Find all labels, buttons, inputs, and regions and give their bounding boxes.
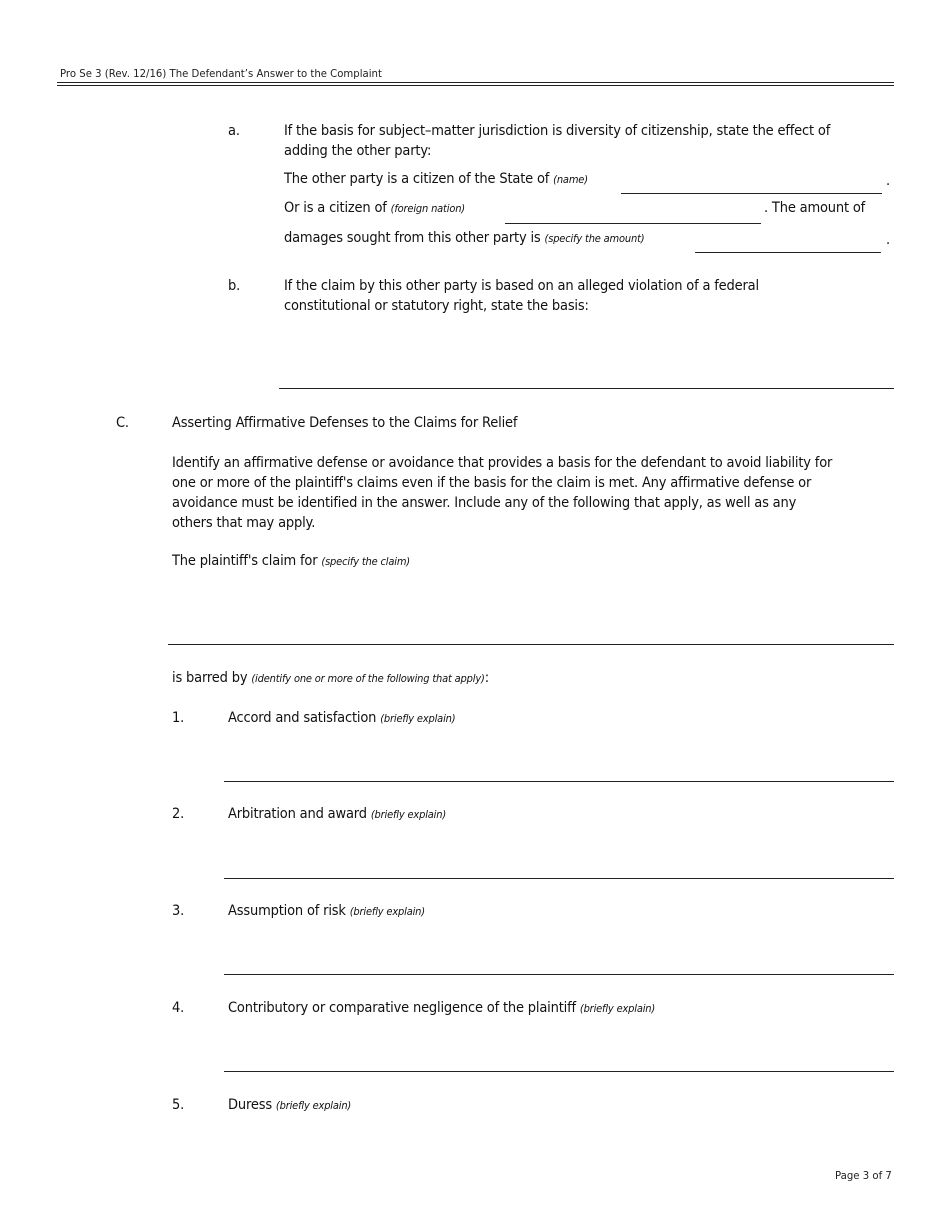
para-line-1: Identify an affirmative defense or avoidance that provides a basis for the defendant to avoid liability for bbox=[172, 455, 833, 471]
defense-1-field[interactable] bbox=[224, 781, 894, 782]
basis-field[interactable] bbox=[279, 388, 894, 389]
barred-prefix: is barred by bbox=[172, 670, 248, 686]
defense-1-label: Accord and satisfaction bbox=[228, 710, 377, 726]
item-b-marker: b. bbox=[228, 278, 241, 294]
header-rule bbox=[57, 82, 894, 83]
item-b-line1: If the claim by this other party is based on an alleged violation of a federal bbox=[284, 278, 759, 294]
damages-period: . bbox=[886, 232, 890, 248]
item-a-line2: adding the other party: bbox=[284, 143, 432, 159]
header-rule-double bbox=[57, 85, 894, 86]
defense-4-field[interactable] bbox=[224, 1071, 894, 1072]
defense-2-hint: (briefly explain) bbox=[370, 808, 446, 821]
claim-row bbox=[172, 551, 410, 572]
defense-5-row bbox=[228, 1095, 351, 1116]
state-prefix: The other party is a citizen of the State of bbox=[284, 171, 550, 187]
claim-prefix: The plaintiff's claim for bbox=[172, 553, 318, 569]
barred-row bbox=[172, 668, 489, 689]
foreign-hint: (foreign nation) bbox=[390, 202, 465, 215]
state-row bbox=[284, 169, 588, 190]
item-a-marker: a. bbox=[228, 123, 240, 139]
defense-3-num: 3. bbox=[172, 903, 185, 919]
barred-hint: (identify one or more of the following that apply) bbox=[251, 672, 485, 685]
page-number: Page 3 of 7 bbox=[835, 1169, 892, 1182]
state-period: . bbox=[886, 173, 890, 189]
claim-hint: (specify the claim) bbox=[321, 555, 410, 568]
defense-4-hint: (briefly explain) bbox=[579, 1002, 656, 1015]
defense-1-row bbox=[228, 708, 455, 729]
section-c-marker: C. bbox=[116, 415, 129, 431]
section-c-title: Asserting Affirmative Defenses to the Claims for Relief bbox=[172, 415, 518, 431]
defense-5-hint: (briefly explain) bbox=[275, 1099, 352, 1112]
state-name-field[interactable] bbox=[621, 193, 882, 194]
defense-3-row bbox=[228, 901, 425, 922]
foreign-row bbox=[284, 198, 465, 219]
defense-4-label: Contributory or comparative negligence of the plaintiff bbox=[228, 1000, 576, 1016]
para-line-4: others that may apply. bbox=[172, 515, 316, 531]
amount-suffix: . The amount of bbox=[764, 200, 866, 216]
form-header: Pro Se 3 (Rev. 12/16) The Defendant’s Answer to the Complaint bbox=[60, 67, 382, 80]
foreign-nation-field[interactable] bbox=[505, 223, 761, 224]
defense-1-num: 1. bbox=[172, 710, 185, 726]
defense-5-num: 5. bbox=[172, 1097, 185, 1113]
defense-2-label: Arbitration and award bbox=[228, 806, 367, 822]
defense-4-num: 4. bbox=[172, 1000, 185, 1016]
defense-3-label: Assumption of risk bbox=[228, 903, 346, 919]
defense-1-hint: (briefly explain) bbox=[380, 712, 456, 725]
defense-3-hint: (briefly explain) bbox=[349, 905, 425, 918]
defense-2-row bbox=[228, 804, 446, 825]
para-line-3: avoidance must be identified in the answer. Include any of the following that apply, as well as any bbox=[172, 495, 797, 511]
damages-prefix: damages sought from this other party is bbox=[284, 230, 541, 246]
item-b-line2: constitutional or statutory right, state the basis: bbox=[284, 298, 589, 314]
barred-colon: : bbox=[484, 670, 489, 686]
defense-3-field[interactable] bbox=[224, 974, 894, 975]
foreign-prefix: Or is a citizen of bbox=[284, 200, 387, 216]
damages-row bbox=[284, 228, 644, 249]
item-a-line1: If the basis for subject–matter jurisdiction is diversity of citizenship, state the effect of bbox=[284, 123, 831, 139]
defense-2-field[interactable] bbox=[224, 878, 894, 879]
defense-4-row bbox=[228, 998, 655, 1019]
damages-amount-field[interactable] bbox=[695, 252, 881, 253]
para-line-2: one or more of the plaintiff's claims even if the basis for the claim is met. Any affirmative defense or bbox=[172, 475, 812, 491]
defense-2-num: 2. bbox=[172, 806, 185, 822]
claim-field[interactable] bbox=[168, 644, 894, 645]
damages-hint: (specify the amount) bbox=[544, 232, 645, 245]
defense-5-label: Duress bbox=[228, 1097, 272, 1113]
state-hint: (name) bbox=[553, 173, 588, 186]
